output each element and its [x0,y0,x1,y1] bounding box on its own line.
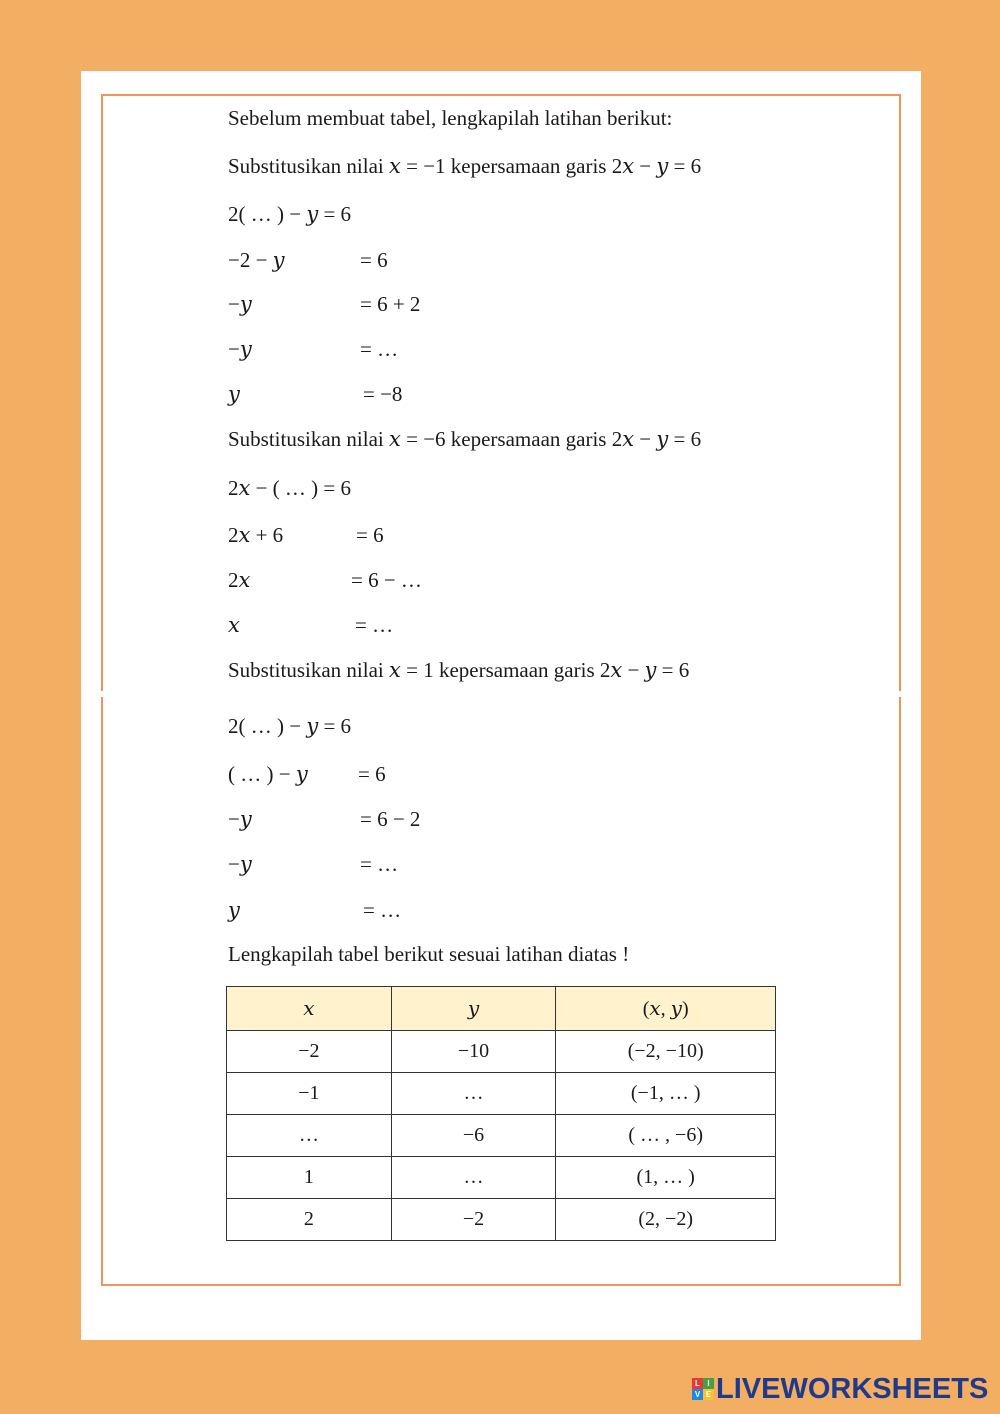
step-rhs: = … [363,898,402,922]
table-row [227,1157,776,1199]
cell-y: −2 [391,1199,556,1241]
table-row [227,1199,776,1241]
table-instruction: Lengkapilah tabel berikut sesuai latihan diatas ! [228,942,630,966]
cell-xy[interactable]: ( … , −6) [556,1115,776,1157]
header-xy: (𝑥, 𝑦) [556,987,776,1031]
cell-y[interactable]: … [391,1157,556,1199]
logo-letter: E [703,1389,714,1400]
step-lhs: −2 − 𝑦 [228,248,285,272]
cell-x: 1 [227,1157,392,1199]
cell-xy: (−2, −10) [556,1031,776,1073]
step-rhs: = 6 [360,248,388,272]
step-rhs: = 6 [358,762,386,786]
logo-letter: V [692,1389,703,1400]
step-lhs: 2𝑥 [228,568,251,592]
step-lhs: −𝑦 [228,807,252,831]
logo-mark-icon [692,1378,714,1400]
cell-x: −1 [227,1073,392,1115]
step-rhs: = 6 [356,523,384,547]
step-rhs: = … [355,613,394,637]
step-rhs: = 6 − … [351,568,422,592]
cell-x[interactable]: … [227,1115,392,1157]
step-lhs: 2𝑥 − ( … ) = 6 [228,476,352,500]
cell-x: 2 [227,1199,392,1241]
step-rhs: = 6 + 2 [360,292,421,316]
cell-y[interactable]: … [391,1073,556,1115]
step-lhs: −𝑦 [228,292,252,316]
table-row [227,1115,776,1157]
step-lhs: 2( … ) − 𝑦 = 6 [228,714,352,738]
logo-text: LIVEWORKSHEETS [716,1372,989,1405]
step-rhs: = … [360,852,399,876]
section-2-heading: Substitusikan nilai 𝑥 = −6 kepersamaan garis 2𝑥 − 𝑦 = 6 [228,427,702,451]
cell-xy[interactable]: (−1, … ) [556,1073,776,1115]
step-rhs: = … [360,337,399,361]
cell-x: −2 [227,1031,392,1073]
table-header-row [227,987,776,1031]
section-1-heading: Substitusikan nilai 𝑥 = −1 kepersamaan garis 2𝑥 − 𝑦 = 6 [228,154,702,178]
frame-gap-left [99,691,103,697]
cell-xy[interactable]: (1, … ) [556,1157,776,1199]
step-lhs: −𝑦 [228,852,252,876]
step-lhs: 𝑥 [228,613,240,637]
liveworksheets-logo[interactable] [692,1374,988,1404]
step-lhs: 𝑦 [228,382,240,406]
table-row [227,1073,776,1115]
frame-gap-right [897,691,901,697]
step-rhs: = 6 − 2 [360,807,421,831]
step-lhs: ( … ) − 𝑦 [228,762,308,786]
table-row [227,1031,776,1073]
header-y: 𝑦 [391,987,556,1031]
step-rhs: = −8 [363,382,403,406]
header-x: 𝑥 [227,987,392,1031]
section-3-heading: Substitusikan nilai 𝑥 = 1 kepersamaan garis 2𝑥 − 𝑦 = 6 [228,658,690,682]
answer-table [226,986,776,1241]
logo-letter: I [703,1378,714,1389]
cell-xy: (2, −2) [556,1199,776,1241]
step-lhs: −𝑦 [228,337,252,361]
logo-letter: L [692,1378,703,1389]
step-lhs: 2( … ) − 𝑦 = 6 [228,202,352,226]
step-lhs: 𝑦 [228,898,240,922]
cell-y: −6 [391,1115,556,1157]
cell-y: −10 [391,1031,556,1073]
intro-text: Sebelum membuat tabel, lengkapilah latihan berikut: [228,106,673,130]
step-lhs: 2𝑥 + 6 [228,523,284,547]
